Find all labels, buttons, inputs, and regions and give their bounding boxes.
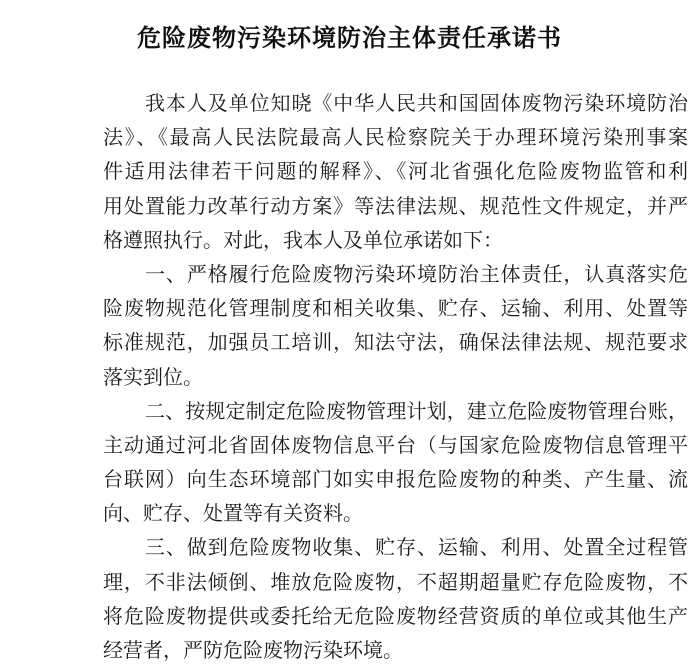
text-line: 向、贮存、处置等有关资料。	[103, 501, 363, 526]
text-line: 用处置能力改革行动方案》等法律法规、规范性文件规定，并严	[103, 193, 688, 218]
text-line: 格遵照执行。对此，我本人及单位承诺如下：	[103, 227, 503, 252]
document-title: 危险废物污染环境防治主体责任承诺书	[137, 24, 562, 52]
paragraph-intro	[103, 86, 688, 257]
document-body	[103, 86, 688, 667]
text-line: 台联网）向生态环境部门如实申报危险废物的种类、产生量、流	[103, 467, 688, 492]
text-line: 将危险废物提供或委托给无危险废物经营资质的单位或其他生产	[103, 603, 688, 628]
text-line: 二、按规定制定危险废物管理计划，建立危险废物管理台账，	[145, 398, 688, 423]
paragraph-item-3	[103, 530, 688, 667]
text-line: 理，不非法倾倒、堆放危险废物，不超期超量贮存危险废物，不	[103, 569, 688, 594]
text-line: 三、做到危险废物收集、贮存、运输、利用、处置全过程管	[145, 535, 688, 560]
text-line: 一、严格履行危险废物污染环境防治主体责任，认真落实危	[145, 261, 688, 286]
paragraph-item-2	[103, 394, 688, 531]
text-line: 标准规范，加强员工培训，知法守法，确保法律法规、规范要求	[103, 330, 688, 355]
text-line: 落实到位。	[103, 364, 203, 389]
text-line: 险废物规范化管理制度和相关收集、贮存、运输、利用、处置等	[103, 296, 688, 321]
text-line: 法》、《最高人民法院最高人民检察院关于办理环境污染刑事案	[103, 125, 688, 150]
text-line: 我本人及单位知晓《中华人民共和国固体废物污染环境防治	[145, 91, 688, 115]
text-line: 件适用法律若干问题的解释》、《河北省强化危险废物监管和利	[103, 159, 688, 184]
text-line: 经营者，严防危险废物污染环境。	[103, 638, 403, 662]
text-line: 主动通过河北省固体废物信息平台（与国家危险废物信息管理平	[103, 432, 688, 457]
paragraph-item-1	[103, 257, 688, 394]
